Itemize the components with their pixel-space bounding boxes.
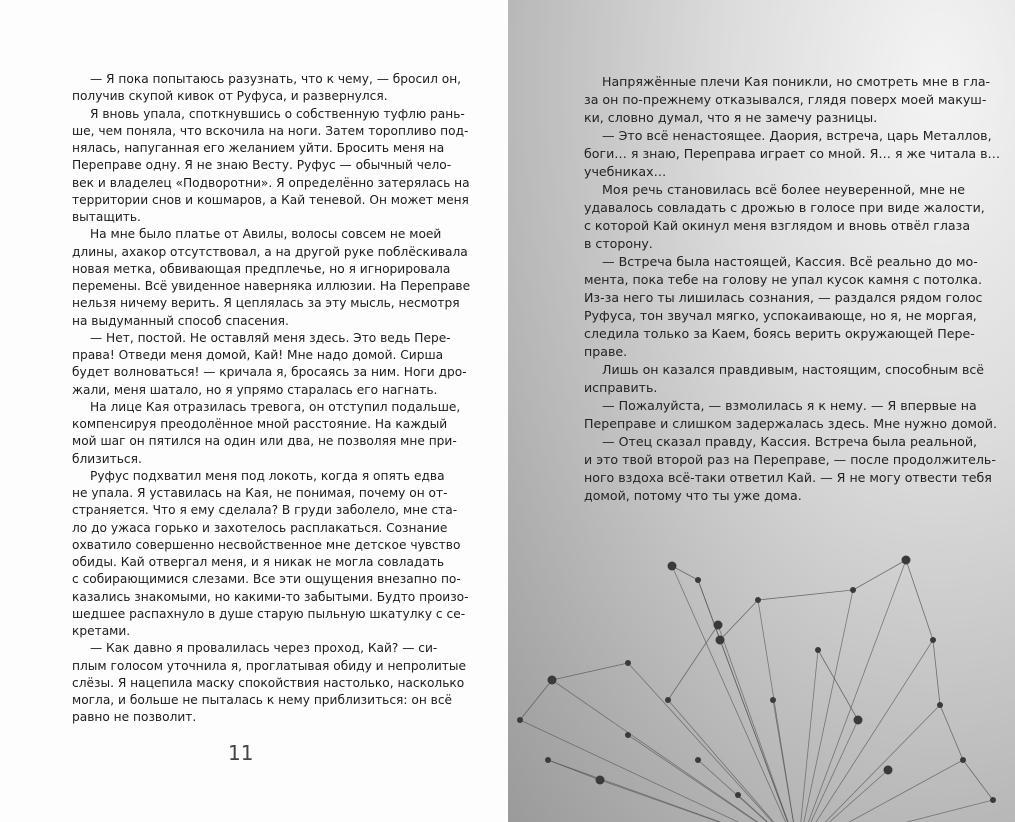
text-line: Переправе одну. Я не знаю Весту. Руфус — обычный чело- (72, 158, 452, 173)
text-line: на выдуманный способ спасения. (72, 313, 289, 328)
text-line: Руфус подхватил меня под локоть, когда я опять едва (90, 468, 445, 483)
text-line: не упала. Я уставилась на Кая, не понимая, почему он от- (72, 486, 448, 500)
network-line (548, 760, 600, 780)
text-line: компенсируя преодолённое мной расстояние. На каждый (72, 417, 448, 431)
paragraph (72, 399, 461, 468)
text-line: новая метка, обвивающая предплечье, но я игнорировала (72, 261, 451, 276)
network-line (668, 625, 718, 700)
network-node (517, 717, 523, 723)
text-line: Переправе и слишком задержалась здесь. Мне нужно домой. (584, 416, 997, 431)
network-line (798, 760, 963, 822)
text-line: — Пожалуйста, — взмолилась я к нему. — Я впервые на (602, 398, 977, 413)
text-line: нельзя ничему верить. Я цеплялась за эту мысль, несмотря (72, 296, 460, 311)
network-line (718, 625, 798, 822)
text-line: казались знакомыми, но какими-то забытыми. Будто произо- (72, 589, 469, 604)
text-line: равно не позволит. (72, 710, 197, 725)
network-line (798, 590, 853, 822)
network-node (850, 587, 856, 593)
network-node (735, 792, 741, 798)
text-line: страняется. Что я ему сделала? В груди заболело, мне ста- (72, 503, 458, 518)
network-node (937, 702, 943, 708)
network-line (758, 590, 853, 600)
text-line: охватило совершенно несвойственное мне детское чувство (72, 537, 461, 552)
paragraph (72, 468, 469, 641)
network-node (695, 577, 701, 583)
text-line: будет волноваться! — кричала я, бросаясь за ним. Ноги дро- (72, 365, 467, 380)
text-line: праве. (584, 344, 628, 359)
text-line: слёзы. Я нацепила маску спокойствия настолько, насколько (72, 675, 465, 690)
text-line: с собирающимися слезами. Все эти ощущения внезапно по- (72, 572, 461, 587)
text-line: домой, потому что ты уже дома. (584, 488, 802, 503)
text-line: Я вновь упала, споткнувшись о собственную туфлю рань- (90, 106, 465, 121)
text-line: Моя речь становилась всё более неуверенной, мне не (602, 182, 965, 197)
text-line: ло до ужаса горько и захотелось расплакаться. Сознание (72, 520, 448, 535)
text-line: мой шаг он пятился на один или два, не позволяя мне при- (72, 434, 457, 449)
network-node (770, 697, 776, 703)
text-line: следила только за Каем, боясь верить окружающей Пере- (584, 326, 975, 341)
constellation-illustration (508, 0, 1015, 822)
network-line (668, 700, 798, 822)
network-line (520, 680, 552, 720)
text-line: получив скупой кивок от Руфуса, и развернулся. (72, 89, 388, 104)
text-line: На мне было платье от Авилы, волосы совсем не моей (90, 227, 442, 242)
text-line: близиться. (72, 451, 142, 466)
text-line: учебниках… (584, 164, 667, 179)
text-line: обиды. Кай отвергал меня, и я никак не могла совладать (72, 555, 445, 569)
network-line (963, 760, 993, 800)
text-line: длины, ахакор отсутствовал, а на другой руке поблёскивала (72, 244, 468, 259)
network-line (906, 560, 933, 640)
network-node (714, 621, 723, 630)
paragraph (72, 640, 467, 726)
network-node (596, 776, 605, 785)
text-line: в сторону. (584, 236, 653, 251)
left-page-text (72, 71, 471, 727)
text-line: территории снов и кошмаров, а Кай теневой. Он может меня (72, 192, 469, 207)
text-line: Напряжённые плечи Кая поникли, но смотреть мне в гла- (602, 74, 991, 89)
network-node (665, 697, 671, 703)
text-line: боги… я знаю, Переправа играет со мной. Я… я же читала в… (584, 146, 1001, 161)
text-line: нялась, напуганная его желанием уйти. Бросить меня на (72, 141, 445, 155)
text-line: жали, меня шатало, но я упрямо старалась его нагнать. (72, 382, 438, 397)
text-line: удавалось совладать с дрожью в голосе при виде жалости, (584, 200, 985, 215)
paragraph (72, 106, 470, 227)
paragraph (72, 330, 467, 399)
network-node (815, 647, 821, 653)
text-line: шедшее распахнуло в душе старую пыльную шкатулку с се- (72, 606, 466, 621)
text-line: перемены. Всё увиденное наверняка иллюзии. На Переправе (72, 279, 471, 293)
text-line: ки, словно думал, что я не замечу разницы. (584, 110, 878, 125)
network-node (625, 732, 631, 738)
text-line: — Как давно я провалилась через проход, Кай? — си- (90, 641, 438, 656)
network-node (545, 757, 551, 763)
network-line (720, 640, 798, 822)
network-node (716, 636, 725, 645)
network-line (798, 800, 993, 822)
text-line: Из-за него ты лишилась сознания, — раздался рядом голос (584, 290, 983, 305)
text-line: — Я пока попытаюсь разузнать, что к чему, — бросил он, (90, 72, 462, 86)
text-line: вытащить. (72, 210, 141, 224)
network-node (884, 766, 893, 775)
page-number: 11 (228, 741, 254, 765)
text-line: Руфуса, тон звучал мягко, успокаивающе, но я, не моргая, (584, 308, 977, 323)
text-line: кретами. (72, 624, 131, 638)
network-node (668, 562, 677, 571)
text-line: могла, и больше не пыталась к нему приблизиться: он всё (72, 693, 453, 707)
text-line: с которой Кай окинул меня взглядом и вновь отвёл глаза (584, 218, 971, 233)
paragraph (72, 71, 462, 106)
text-line: — Это всё ненастоящее. Даория, встреча, царь Металлов, (602, 128, 992, 143)
network-node (930, 637, 936, 643)
text-line: Лишь он казался правдивым, настоящим, способным всё (602, 362, 985, 377)
network-line (672, 566, 798, 822)
network-node (902, 556, 911, 565)
network-line (520, 720, 798, 822)
text-line: На лице Кая отразилась тревога, он отступил подальше, (90, 399, 461, 414)
network-line (738, 795, 798, 822)
network-node (625, 660, 631, 666)
network-node (548, 676, 557, 685)
text-line: мента, пока тебе на голову не упал кусок камня с потолка. (584, 272, 982, 287)
network-line (720, 600, 758, 640)
text-line: за он по-прежнему отказывался, глядя поверх моей макуш- (584, 92, 987, 107)
network-line (698, 580, 798, 822)
network-node (695, 757, 701, 763)
network-line (698, 580, 720, 640)
text-line: — Нет, постой. Не оставляй меня здесь. Это ведь Пере- (90, 330, 451, 345)
network-line (798, 650, 818, 822)
network-node (990, 797, 996, 803)
network-node (755, 597, 761, 603)
text-line: и это твой второй раз на Переправе, — после продолжитель- (584, 452, 996, 467)
network-node (960, 757, 966, 763)
network-line (853, 560, 906, 590)
text-line: — Встреча была настоящей, Кассия. Всё реально до мо- (602, 254, 978, 269)
text-line: ше, чем поняла, что вскочила на ноги. Затем торопливо под- (72, 123, 469, 138)
text-line: плым голосом уточнила я, проглатывая обиду и непролитые (72, 658, 467, 673)
network-line (758, 600, 798, 822)
text-line: права! Отведи меня домой, Кай! Мне надо домой. Сирша (72, 348, 444, 362)
text-line: век и владелец «Подворотни». Я определённо затерялась на (72, 175, 470, 190)
text-line: ного вздоха всё-таки ответил Кай. — Я не могу отвести тебя (584, 470, 992, 485)
network-line (933, 640, 940, 705)
text-line: исправить. (584, 380, 658, 395)
text-line: — Отец сказал правду, Кассия. Встреча была реальной, (602, 434, 978, 449)
network-node (854, 716, 863, 725)
network-line (940, 705, 963, 760)
network-line (552, 663, 628, 680)
paragraph (72, 226, 471, 330)
network-line (548, 760, 798, 822)
